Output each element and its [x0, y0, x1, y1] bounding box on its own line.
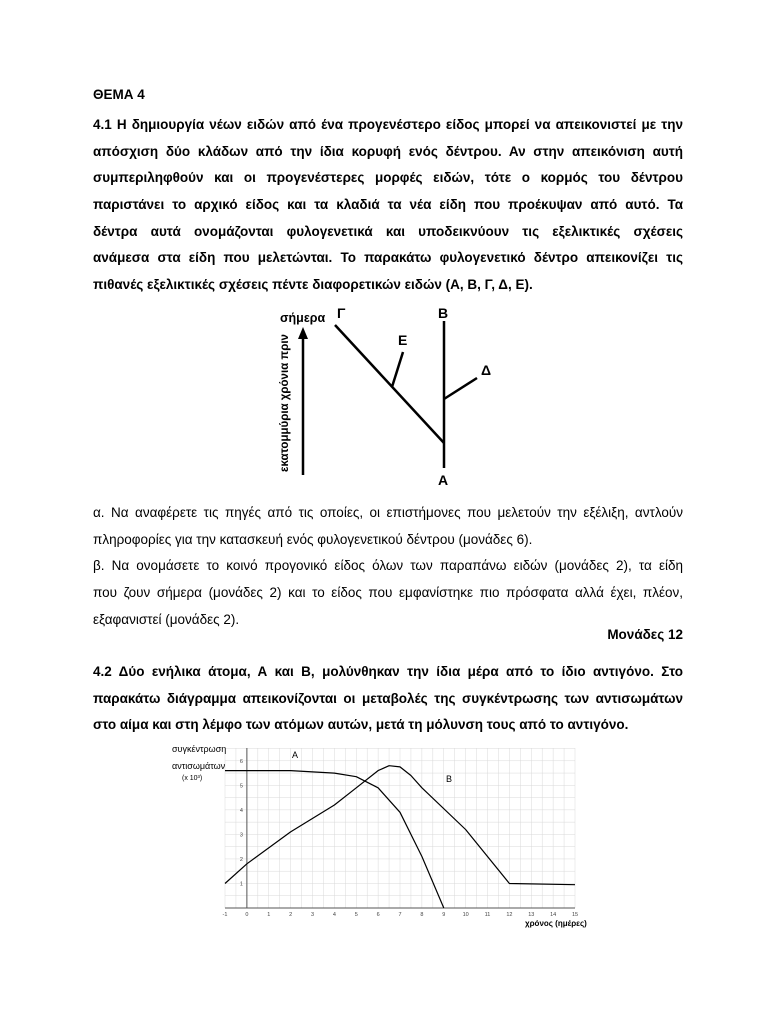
y-axis-label-unit: (x 10³): [182, 775, 203, 782]
q42-line: παρακάτω διάγραμμα απεικονίζονται οι μεταβολές της συγκέντρωσης των αντισωμάτων: [93, 690, 683, 706]
x-tick-label: 7: [398, 912, 402, 918]
x-tick-label: 1: [267, 912, 271, 918]
branch-e: [392, 352, 403, 387]
y-tick-label: 1: [239, 881, 243, 888]
question-line: εξαφανιστεί (μονάδες 2).: [93, 611, 240, 627]
question-line: που ζουν σήμερα (μονάδες 2) και το είδος που εμφανίστηκε πιο πρόσφατα αλλά έχει, πλέον,: [93, 585, 683, 601]
axis-side-label: εκατομμύρια χρόνια πριν: [279, 334, 291, 472]
species-label-e: Ε: [398, 332, 408, 348]
x-axis-label: χρόνος (ημέρες): [525, 919, 587, 928]
species-label-a: Α: [438, 472, 449, 488]
question-line: β. Να ονομάσετε το κοινό προγονικό είδος όλων των παραπάνω ειδών (μονάδες 2), τα είδη: [93, 558, 683, 574]
question-line: πληροφορίες για την κατασκευή ενός φυλογενετικού δέντρου (μονάδες 6).: [93, 531, 533, 547]
chart-ticks: [223, 759, 579, 918]
x-tick-label: 13: [528, 912, 535, 918]
y-tick-label: 3: [239, 832, 243, 839]
x-tick-label: 10: [462, 912, 469, 918]
x-tick-label: 9: [442, 912, 446, 918]
question-line: α. Να αναφέρετε τις πηγές από τις οποίες, οι επιστήμονες που μελετούν την εξέλιξη, αντλούν: [93, 505, 683, 520]
y-tick-label: 6: [239, 758, 243, 765]
q41-line: πιθανές εξελικτικές σχέσεις πέντε διαφορετικών ειδών (Α, Β, Γ, Δ, Ε).: [93, 277, 533, 293]
q41-line: απόσχιση δύο κλάδων από την ίδια κορυφή ενός δέντρου. Αν στην απεικόνιση αυτή: [93, 143, 683, 159]
x-tick-label: 4: [332, 912, 336, 918]
x-tick-label: 12: [506, 912, 513, 918]
q41-line: δέντρα αυτά ονομάζονται φυλογενετικά και υποδεικνύουν τις εξελικτικές σχέσεις: [93, 223, 683, 239]
y-axis-label-line2: αντισωμάτων: [172, 761, 226, 771]
q41-line: παριστάνει το αρχικό είδος και τα κλαδιά τα νέα είδη που προέκυψαν από αυτό. Τα: [93, 197, 683, 213]
q41-line: συμπεριληφθούν και οι προγενέστερες μορφές ειδών, τότε ο κορμός του δέντρου: [93, 170, 683, 186]
time-axis-arrowhead: [298, 327, 308, 339]
x-tick-label: 15: [571, 912, 579, 918]
y-tick-label: 5: [239, 783, 243, 790]
species-label-b: Β: [438, 305, 449, 321]
marks-label: Μονάδες 12: [607, 627, 683, 642]
y-tick-label: 4: [239, 807, 243, 814]
q42-line: στο αίμα και στη λέμφο των ατόμων αυτών, μετά τη μόλυνση τους από το αντιγόνο.: [93, 717, 629, 733]
x-tick-label: 5: [354, 912, 358, 918]
x-tick-label: 2: [289, 912, 293, 918]
x-tick-label: 11: [484, 912, 491, 918]
species-label-d: Δ: [481, 362, 492, 378]
y-tick-label: 2: [239, 856, 243, 863]
x-tick-label: 0: [245, 912, 249, 918]
branch-d: [444, 378, 477, 399]
q41-line: ανάμεσα στα είδη που μελετώνται. Το παρακάτω φυλογενετικό δέντρο απεικονίζει τις: [93, 250, 683, 266]
x-tick-label: 6: [376, 912, 380, 918]
x-tick-label: 8: [420, 912, 424, 918]
branch-g: [335, 325, 444, 443]
x-tick-label: 14: [550, 912, 557, 918]
antibody-chart: [150, 740, 595, 930]
y-axis-label-line1: συγκέντρωση: [172, 744, 227, 754]
q41-line: 4.1 Η δημιουργία νέων ειδών από ένα προγενέστερο είδος μπορεί να απεικονιστεί με την: [93, 117, 683, 132]
phylogenetic-tree: [270, 303, 510, 488]
question-4-1: [93, 112, 683, 299]
x-tick-label: -1: [222, 912, 228, 918]
series-label-a: Α: [292, 750, 299, 760]
series-label-b: Β: [446, 774, 453, 784]
questions-a-b: [93, 500, 683, 633]
species-label-g: Γ: [337, 305, 346, 321]
axis-top-label: σήμερα: [280, 311, 326, 325]
section-heading: ΘΕΜΑ 4: [93, 87, 145, 102]
q42-line: 4.2 Δύο ενήλικα άτομα, Α και Β, μολύνθηκαν την ίδια μέρα από το ίδιο αντιγόνο. Στο: [93, 664, 683, 679]
x-tick-label: 3: [310, 912, 315, 918]
question-4-2: [93, 659, 683, 739]
